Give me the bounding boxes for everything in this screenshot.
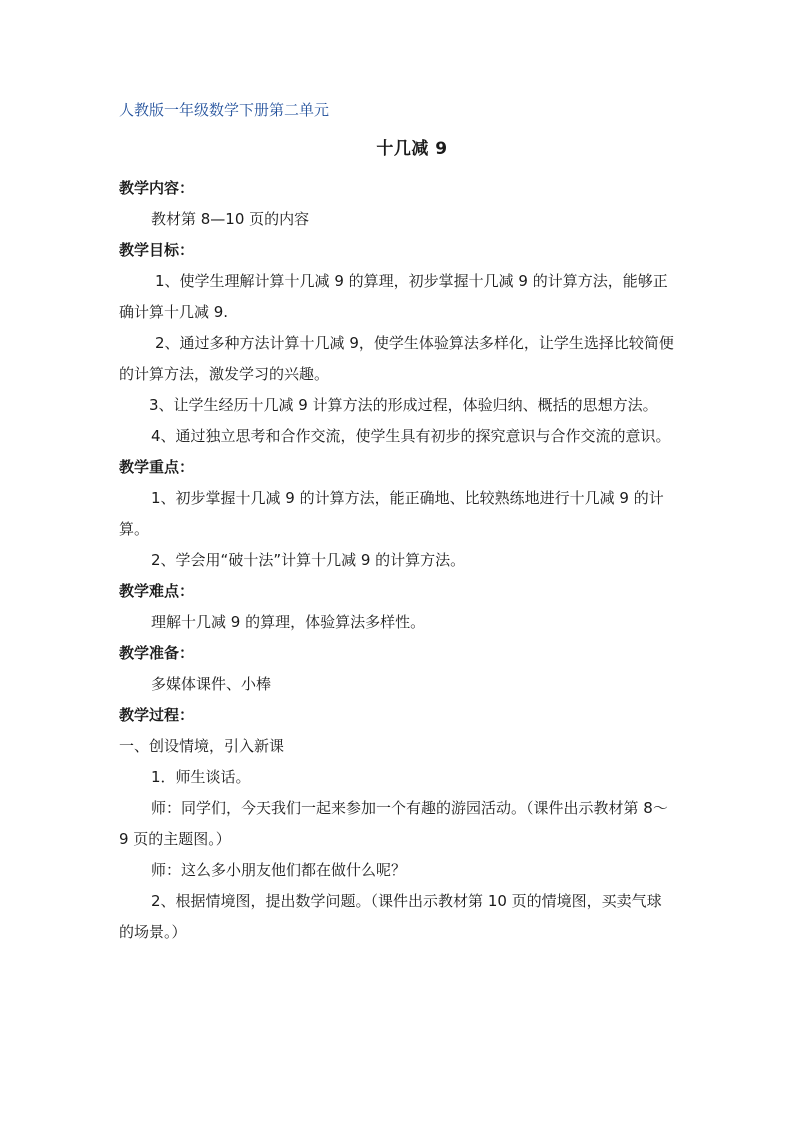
- objective-item: 1、使学生理解计算十几减 9 的算理，初步掌握十几减 9 的计算方法，能够正确计算十几减 9.: [119, 272, 668, 321]
- process-item: 师：同学们，今天我们一起来参加一个有趣的游园活动。（课件出示教材第 8～9 页的主题图。）: [119, 799, 668, 848]
- heading-process: 教学过程：: [119, 706, 195, 724]
- process-item: 师：这么多小朋友他们都在做什么呢？: [151, 861, 407, 879]
- heading-key-points: 教学重点：: [119, 458, 195, 476]
- document-title: [0, 137, 794, 161]
- objective-item: 3、让学生经历十几减 9 计算方法的形成过程，体验归纳、概括的思想方法。: [149, 396, 658, 414]
- heading-preparation: 教学准备：: [119, 644, 195, 662]
- content-text: 教材第 8—10 页的内容: [151, 210, 310, 228]
- process-item: 1．师生谈话。: [151, 768, 251, 786]
- heading-objectives: 教学目标：: [119, 241, 195, 259]
- heading-difficulties: 教学难点：: [119, 582, 195, 600]
- difficulties-text: 理解十几减 9 的算理，体验算法多样性。: [151, 613, 426, 631]
- objective-item: 4、通过独立思考和合作交流，使学生具有初步的探究意识与合作交流的意识。: [151, 427, 671, 445]
- document-body: [119, 173, 674, 948]
- key-point-item: 1、初步掌握十几减 9 的计算方法，能正确地、比较熟练地进行十几减 9 的计算。: [119, 489, 664, 538]
- preparation-text: 多媒体课件、小棒: [151, 675, 272, 693]
- process-step-1: 一、创设情境，引入新课: [119, 737, 285, 755]
- key-point-item: 2、学会用“破十法”计算十几减 9 的计算方法。: [151, 551, 466, 569]
- process-item: 2、根据情境图，提出数学问题。（课件出示教材第 10 页的情境图，买卖气球的场景。）: [119, 892, 662, 941]
- heading-content: 教学内容：: [119, 179, 195, 197]
- objective-item: 2、通过多种方法计算十几减 9，使学生体验算法多样化，让学生选择比较简便的计算方法，激发学习的兴趣。: [119, 334, 674, 383]
- series-title: 人教版一年级数学下册第二单元: [119, 101, 330, 119]
- document-title-text: 十几减 9: [376, 139, 448, 159]
